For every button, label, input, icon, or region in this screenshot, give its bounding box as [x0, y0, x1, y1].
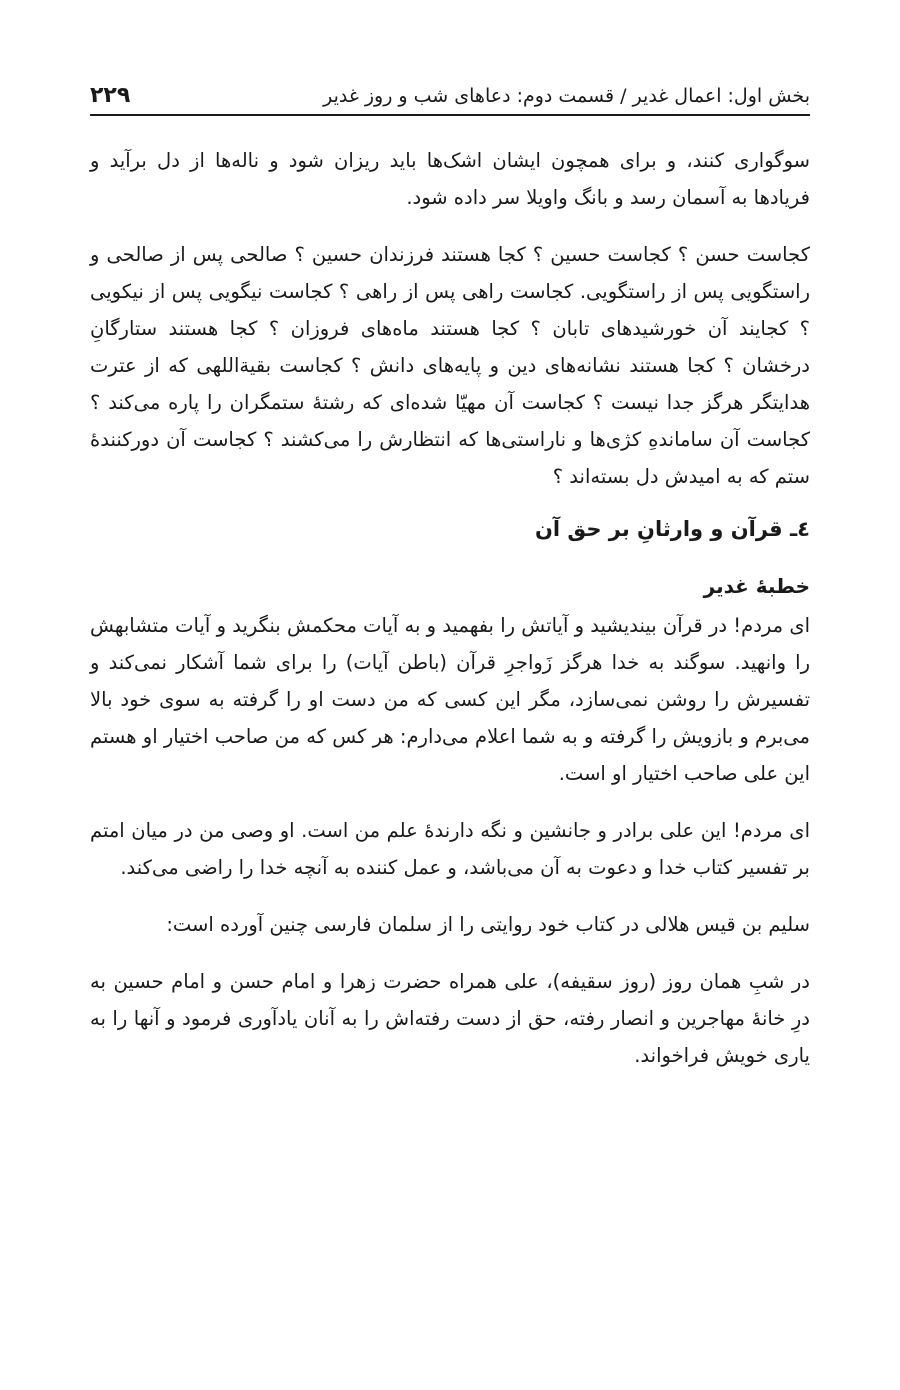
- book-page: [90, 70, 810, 1074]
- paragraph-salim: سلیم بن قیس هلالی در کتاب خود روایتی را از سلمان فارسی چنین آورده است:: [166, 913, 810, 936]
- paragraph-ali-brother: ای مردم! این علی برادر و جانشین و نگه دارندۀ علم من است. او وصی من در میان امتم بر تفسیر کتاب خدا و دعوت به آن می‌باشد، و عمل کننده به آنچه خدا را راضی می‌کند.: [90, 819, 810, 879]
- running-head: بخش اول: اعمال غدیر / قسمت دوم: دعاهای شب و روز غدیر: [323, 85, 810, 107]
- paragraph-where-is: کجاست حسن ؟ کجاست حسین ؟ کجا هستند فرزندان حسین ؟ صالحی پس از صالحی و راستگویی پس از راستگویی. کجاست راهی پس از راهی ؟ کجاست نیگویی پس از نیکویی ؟ کجایند آن خورشیدهای تابان ؟ کجا هستند ماه‌های فروزان ؟ کجا هستند ستارگانِ درخشان ؟ کجا هستند نشانه‌های دین و پایه‌های دانش ؟ کجاست بقیةاللهی که از عترت هدایتگر هرگز جدا نیست ؟ کجاست آن مهیّا شده‌ای که رشتۀ ستمگران را پاره می‌کند ؟ کجاست آن ساماندهِ کژی‌ها و ناراستی‌ها که انتظارش را می‌کشند ؟ کجاست آن دورکنندۀ ستم که به امیدش دل بسته‌اند ؟: [90, 243, 810, 488]
- section-heading: ٤ـ قرآن و وارثانِ بر حق آن: [534, 517, 810, 541]
- paragraph-quran: ای مردم! در قرآن بیندیشید و آیاتش را بفهمید و به آیات محکمش بنگرید و آیات متشابهش را وانهید. سوگند به خدا هرگز زَواجرِ قرآن (باطن آیات) را برای شما آشکار نمی‌کند و تفسیرش را روشن نمی‌سازد، مگر این کسی که من دست او را گرفته به سوی خود بالا می‌برم و بازویش را گرفته و به شما اعلام می‌دارم: هر کس که من صاحب اختیار او هستم این علی صاحب اختیار او است.: [90, 614, 810, 785]
- paragraph-saqifa-night: در شبِ همان روز (روز سقیفه)، علی همراه حضرت زهرا و امام حسن و امام حسین به درِ خانۀ مهاجرین و انصار رفته، حق از دست رفته‌اش را به آنان یادآوری فرمود و آنها را به یاری خویش فراخواند.: [90, 970, 810, 1067]
- subheading: خطبۀ غدیر: [703, 574, 810, 598]
- paragraph-mourning: سوگواری کنند، و برای همچون ایشان اشک‌ها باید ریزان شود و ناله‌ها از دل برآید و فریادها به آسمان رسد و بانگ واویلا سر داده شود.: [90, 149, 810, 209]
- page-body: [90, 142, 810, 1074]
- page-number: ۲۲۹: [90, 83, 131, 108]
- page-header: [90, 70, 810, 116]
